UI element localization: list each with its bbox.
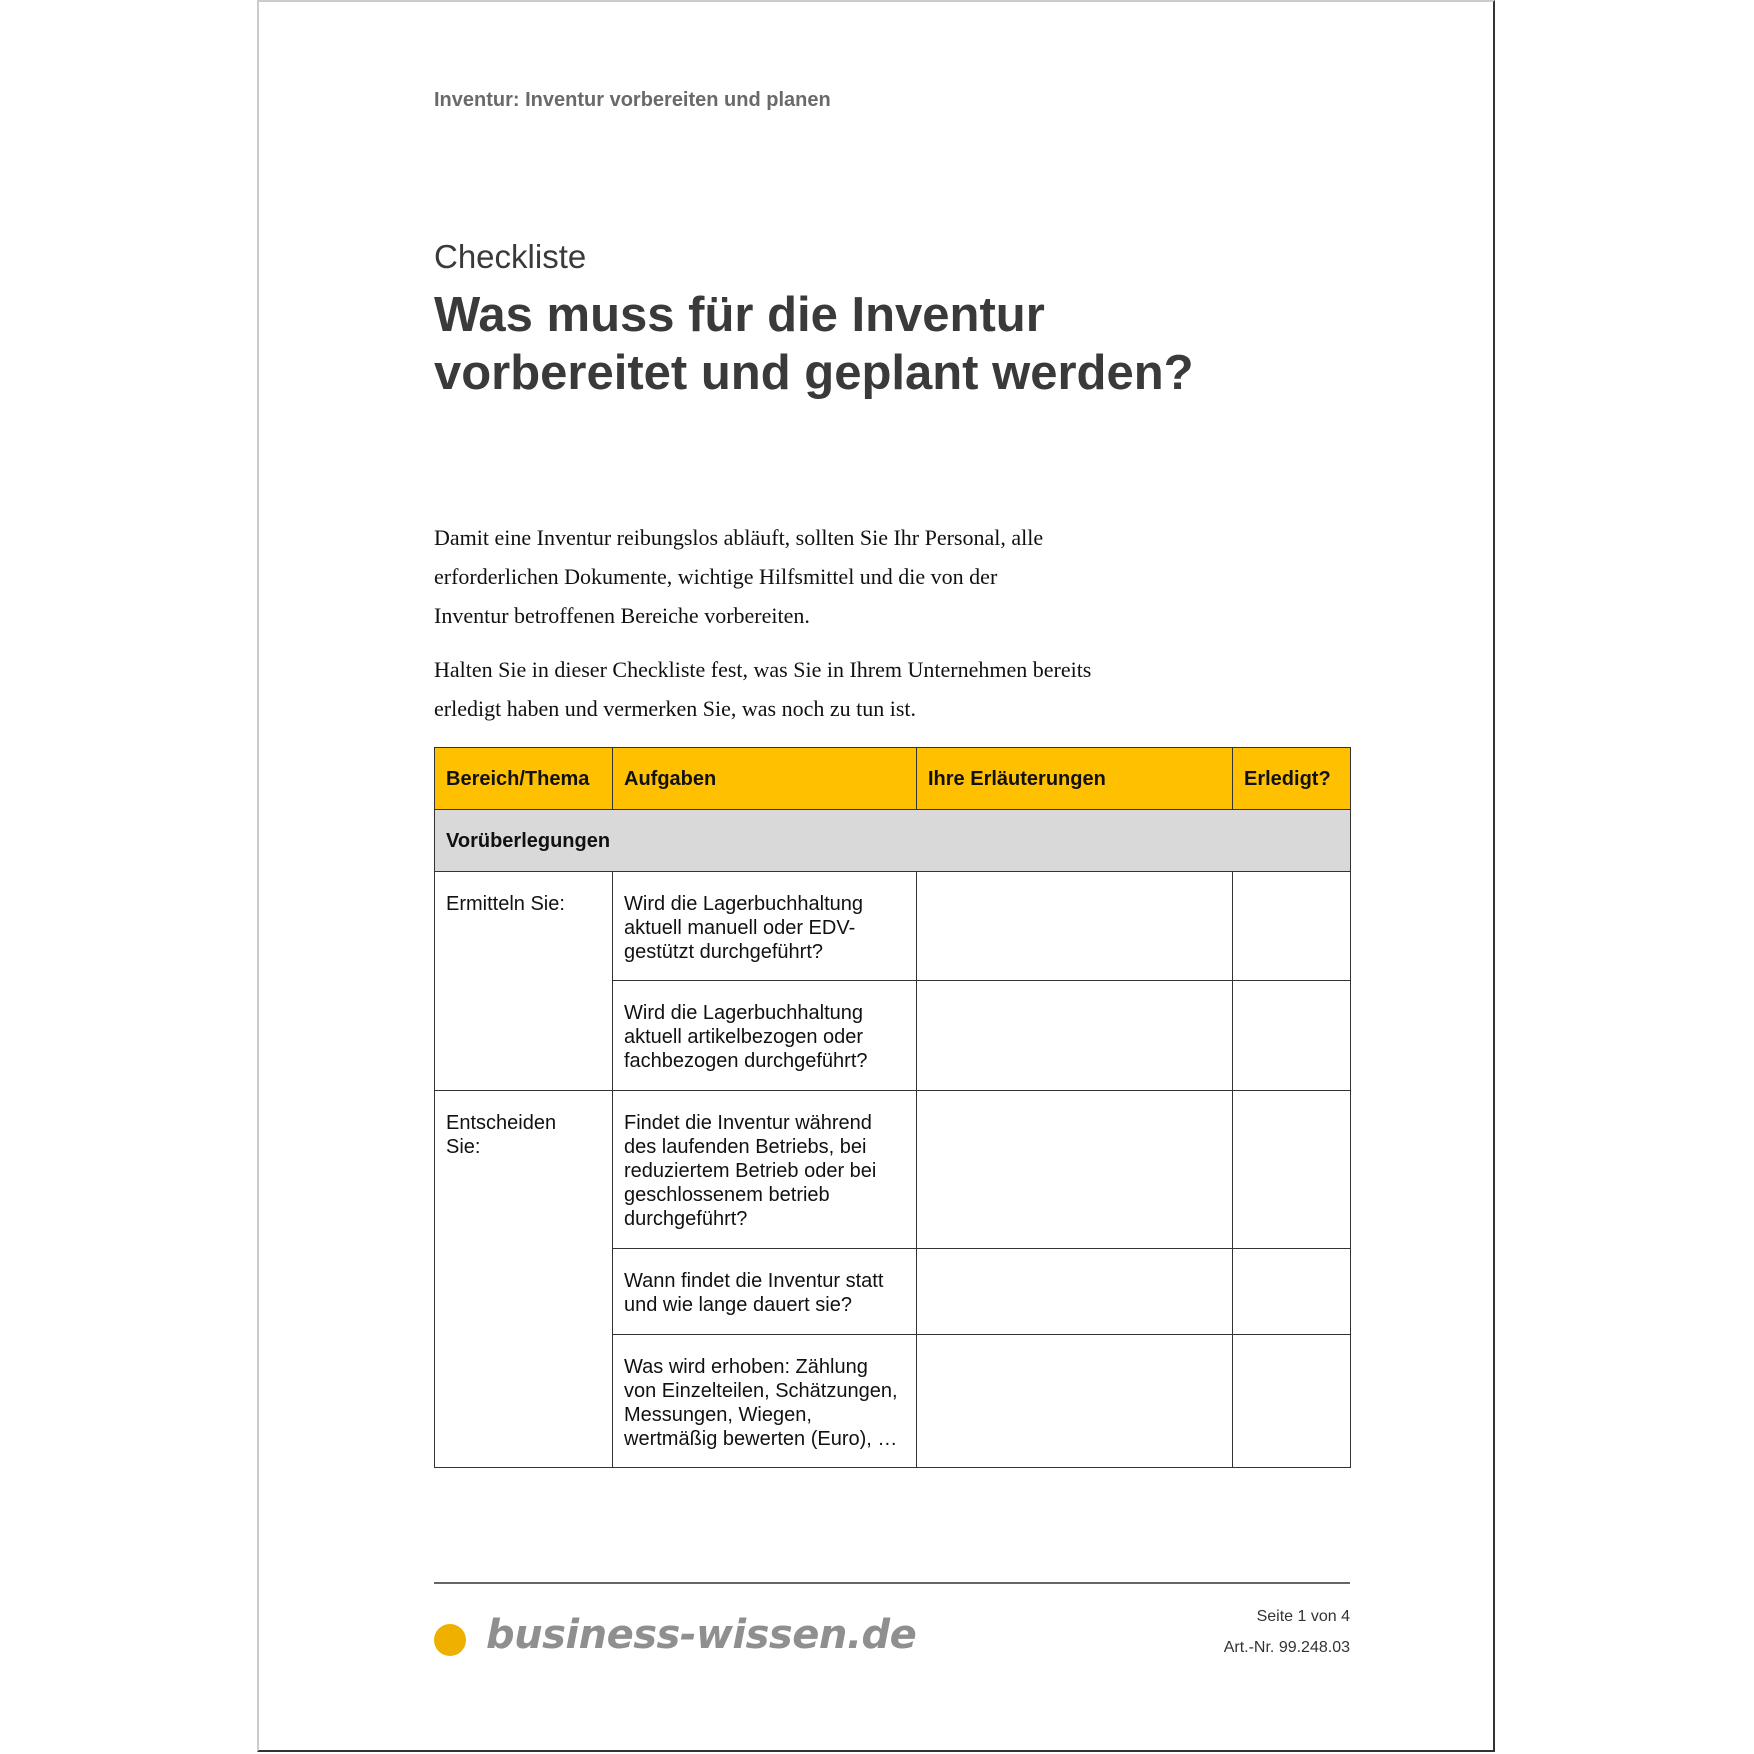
- table-row: [435, 1091, 1351, 1249]
- done-cell[interactable]: [1233, 1249, 1351, 1335]
- done-cell[interactable]: [1233, 1091, 1351, 1249]
- page-number: Seite 1 von 4: [1256, 1608, 1350, 1625]
- intro-text-1: Damit eine Inventur reibungslos abläuft, sollten Sie Ihr Personal, alle erforderlichen Dokumente, wichtige Hilfsmittel und die von der Inventur betroffenen Bereiche vorbereiten.: [434, 525, 1044, 628]
- done-cell[interactable]: [1233, 981, 1351, 1091]
- task-cell: Wird die Lagerbuchhaltung aktuell artikelbezogen oder fachbezogen durchgeführt?: [613, 981, 917, 1091]
- area-label: Entscheiden Sie:: [446, 1112, 557, 1158]
- table-row: [435, 872, 1351, 981]
- logo-dot-icon: [434, 1624, 466, 1656]
- task-cell: Wann findet die Inventur statt und wie lange dauert sie?: [613, 1249, 917, 1335]
- column-header-done: Erledigt?: [1233, 748, 1351, 810]
- done-cell[interactable]: [1233, 1335, 1351, 1468]
- notes-cell[interactable]: [917, 1249, 1233, 1335]
- area-cell: [435, 1091, 613, 1468]
- area-cell: Ermitteln Sie:: [435, 872, 613, 1091]
- task-cell: Was wird erhoben: Zählung von Einzelteilen, Schätzungen, Messungen, Wiegen, wertmäßig bewerten (Euro), …: [613, 1335, 917, 1468]
- intro-paragraph-1: [434, 518, 1194, 635]
- section-title: Vorüberlegungen: [435, 810, 1351, 872]
- document-kicker: Checkliste: [434, 238, 587, 275]
- column-header-area: Bereich/Thema: [435, 748, 613, 810]
- column-header-notes: Ihre Erläuterungen: [917, 748, 1233, 810]
- running-header: Inventur: Inventur vorbereiten und planen: [434, 89, 831, 111]
- notes-cell[interactable]: [917, 981, 1233, 1091]
- footer-divider: [434, 1582, 1350, 1584]
- intro-paragraph-2: [434, 650, 1194, 728]
- task-cell: Wird die Lagerbuchhaltung aktuell manuell oder EDV-gestützt durchgeführt?: [613, 872, 917, 981]
- article-number: Art.-Nr. 99.248.03: [1223, 1639, 1350, 1656]
- notes-cell[interactable]: [917, 872, 1233, 981]
- task-cell: Findet die Inventur während des laufenden Betriebs, bei reduziertem Betrieb oder bei geschlossenem betrieb durchgeführt?: [613, 1091, 917, 1249]
- checklist-table: [434, 747, 1351, 1468]
- notes-cell[interactable]: [917, 1335, 1233, 1468]
- section-row: [435, 810, 1351, 872]
- brand-logo: business-wissen.de: [486, 1612, 917, 1658]
- intro-text-2: Halten Sie in dieser Checkliste fest, was Sie in Ihrem Unternehmen bereits erledigt haben und vermerken Sie, was noch zu tun ist.: [434, 657, 1092, 721]
- document-title: Was muss für die Inventur vorbereitet und geplant werden?: [434, 288, 1194, 400]
- table-header-row: [435, 748, 1351, 810]
- notes-cell[interactable]: [917, 1091, 1233, 1249]
- done-cell[interactable]: [1233, 872, 1351, 981]
- column-header-tasks: Aufgaben: [613, 748, 917, 810]
